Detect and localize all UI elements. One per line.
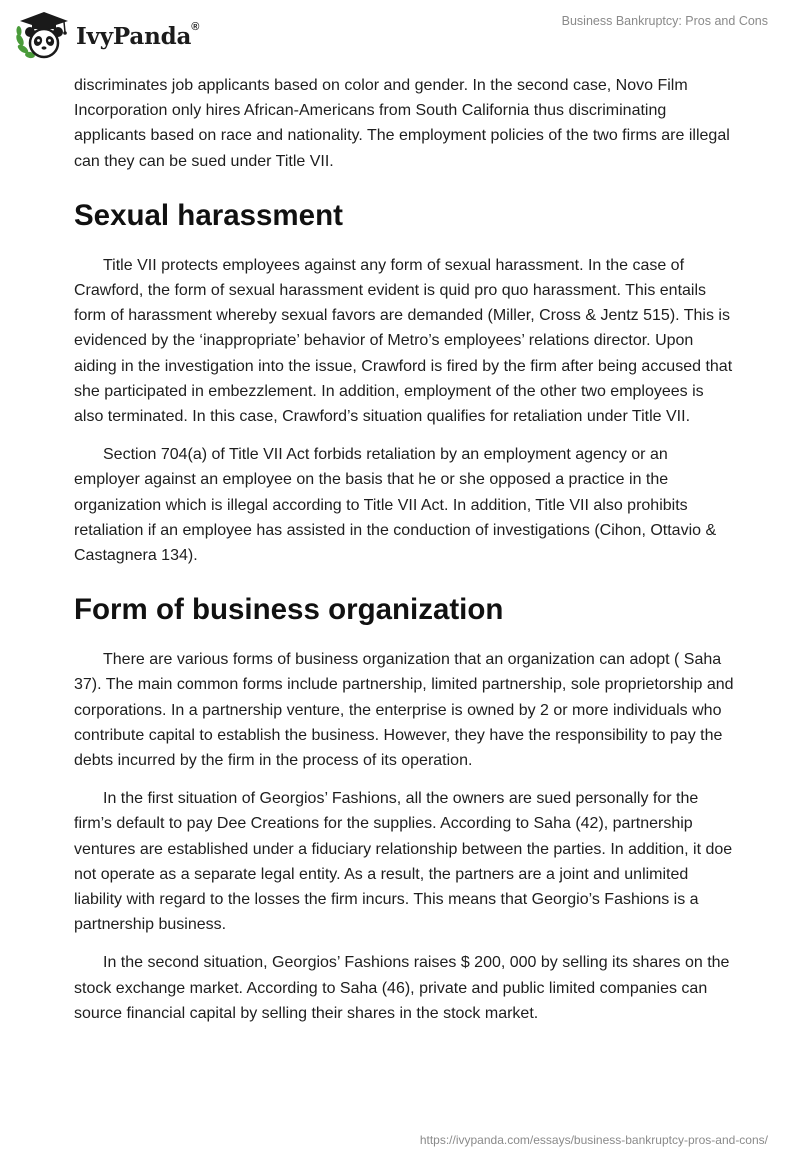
panda-graduate-icon <box>14 10 72 60</box>
paragraph: There are various forms of business organization that an organization can adopt ( Saha 37). The main common forms include partnership, limited partnership, sole proprietorship and corporations. In a partnership venture, the enterprise is owned by 2 or more individuals who contribute capital to establish the business. However, they have the responsibility to pay the debts incurred by the firm in the process of its operation. <box>74 651 734 770</box>
paragraph: Section 704(a) of Title VII Act forbids retaliation by an employment agency or an employer against an employee on the basis that he or she opposed a practice in the organization which is illegal according to Title VII Act. In addition, Title VII also prohibits retaliation if an employee has assisted in the conduction of investigations (Cihon, Ottavio & Castagnera 134). <box>74 446 717 565</box>
document-title: Business Bankruptcy: Pros and Cons <box>561 14 768 28</box>
ivypanda-logo[interactable] <box>14 10 199 60</box>
intro-paragraph: discriminates job applicants based on color and gender. In the second case, Novo Film Incorporation only hires African-Americans from South California thus discriminating applicants based on race and nationality. The employment policies of the two firms are illegal can they can be sued under Title VII. <box>74 77 730 170</box>
paragraph: Title VII protects employees against any form of sexual harassment. In the case of Crawford, the form of sexual harassment evident is quid pro quo harassment. This entails form of harassment whereby sexual favors are demanded (Miller, Cross & Jentz 515). This is evidenced by the ‘inappropriate’ behavior of Metro’s employees’ relations director. Upon aiding in the investigation into the issue, Crawford is fired by the firm after being accused that she participated in embezzlement. In addition, employment of the other two employees is also terminated. In this case, Crawford’s situation qualifies for retaliation under Title VII. <box>74 256 733 426</box>
paragraph: In the first situation of Georgios’ Fashions, all the owners are sued personally for the firm’s default to pay Dee Creations for the supplies. According to Saha (42), partnership ventures are established under a fiduciary relationship between the parties. In addition, it doe not operate as a separate legal entity. As a result, the partners are a joint and unlimited liability with regard to the losses the firm incurs. This means that Georgio’s Fashions is a partnership business. <box>74 790 733 934</box>
paragraph: In the second situation, Georgios’ Fashions raises $ 200, 000 by selling its shares on the stock exchange market. According to Saha (46), private and public limited companies can source financial capital by selling their shares in the stock market. <box>74 954 730 1022</box>
page-header <box>0 0 800 70</box>
section-heading-form-of-business-organization: Form of business organization <box>74 593 504 627</box>
registered-mark: ® <box>191 20 200 33</box>
section-heading-sexual-harassment: Sexual harassment <box>74 198 343 232</box>
source-url[interactable]: https://ivypanda.com/essays/business-bankruptcy-pros-and-cons/ <box>419 1133 768 1147</box>
logo-text: IvyPanda® <box>76 20 200 50</box>
essay-content <box>74 73 734 1039</box>
